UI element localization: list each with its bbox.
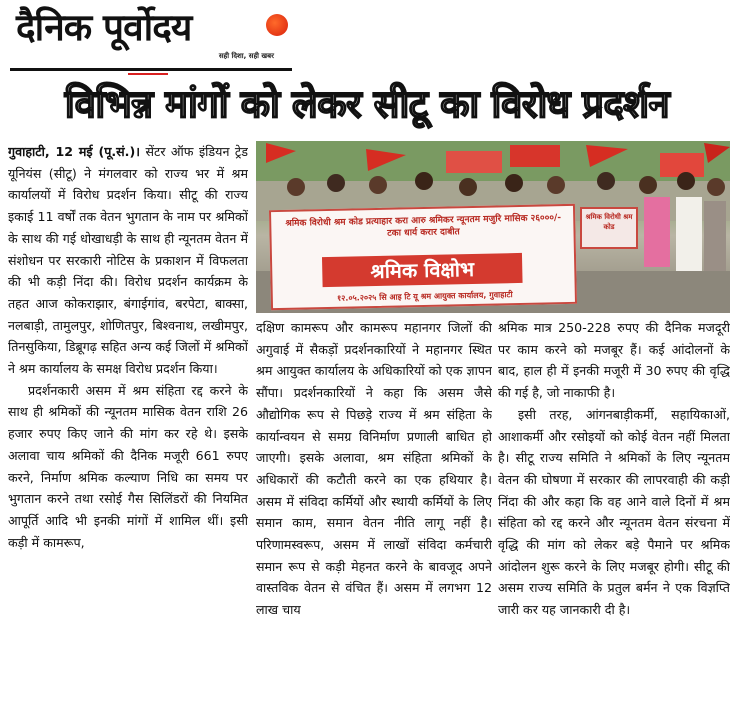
article-column-1 — [8, 141, 248, 727]
article-paragraph: इसी तरह, आंगनबाड़ीकर्मी, सहायिकाओं, आशाकर्मी और रसोइयों को कोई वेतन नहीं मिलता है। सीटू राज्य समिति ने श्रमिकों के लिए न्यूनतम वेतन की घोषणा में सरकार की लापरवाही की कड़ी निंदा की और कहा कि वह आने वाले दिनों में श्रम संहिता को रद्द करने और न्यूनतम वेतन संरचना में वृद्धि की मांग को लेकर बड़े पैमाने पर श्रमिक आंदोलन शुरू करने के लिए मजबूर होगी। सीटू की असम राज्य समिति के प्रतुल बर्मन ने एक विज्ञप्ति जारी कर यह जानकारी दी है। — [498, 406, 730, 618]
banner-main-text: श्रमिक विक्षोभ — [322, 253, 523, 287]
article-dateline: गुवाहाटी, 12 मई (पू.सं.)। — [8, 144, 140, 159]
masthead-rule — [10, 68, 292, 71]
article-paragraph: सेंटर ऑफ इंडियन ट्रेड यूनियंस (सीटू) ने मंगलवार को राज्य भर में श्रम कार्यालयों में विरोध प्रदर्शन किया। सीटू की राज्य इकाई 11 वर्षों तक वेतन भुगतान के नाम पर श्रमिकों के साथ की गई धोखाधड़ी के साथ ही न्यूनतम वेतन में संशोधन पर सरकारी नोटिस के प्रकाशन में विफलता की भी कड़ी निंदा की। विरोध प्रदर्शन कार्यक्रम के तहत आज कोकराझार, बंगाईगांव, बरपेटा, बाक्सा, नलबाड़ी, तामुलपुर, शोणितपुर, बिश्वनाथ, लखीमपुर, तिनसुकिया, डिब्रूगढ़ सहित अन्य कई जिलों में श्रमिकों ने श्रम कार्यालय के समक्ष विरोध प्रदर्शन किया। — [8, 144, 248, 377]
masthead-sun-icon — [266, 14, 288, 36]
article-column-3 — [498, 317, 730, 727]
article-paragraph: श्रमिक मात्र 250-228 रुपए की दैनिक मजदूरी पर काम करने को मजबूर हैं। कई आंदोलनों के बाद, हाल ही में इनकी मजूरी में 30 रुपए की वृद्धि की गई है, जो नाकाफी है। — [498, 320, 730, 401]
banner-top-text: श्रमिक विरोधी श्रम कोड प्रत्याहार करा आरु श्रमिकर न्यूनतम मजुरि मासिक २६०००/- टका धार्य करार दाबीत — [285, 213, 562, 239]
article-column-2 — [256, 317, 492, 727]
masthead-title: दैनिक पूर्वोदय — [16, 6, 192, 49]
protest-banner — [269, 204, 577, 310]
protest-placard: श्रमिक विरोधी श्रम कोड — [580, 207, 638, 249]
protest-photo — [256, 141, 730, 313]
banner-bottom-text: १२.०५.२०२५ सि आइ टि यू श्रम आयुक्त कार्यालय, गुवाहाटी — [336, 290, 513, 303]
masthead — [10, 4, 290, 74]
article-headline: विभिन्न मांगों को लेकर सीटू का विरोध प्रदर्शन — [64, 82, 670, 126]
article-paragraph: प्रदर्शनकारी असम में श्रम संहिता रद्द करने के साथ ही श्रमिकों की न्यूनतम मासिक वेतन राशि 26 हजार रुपए किए जाने की मांग कर रहे थे। इसके अलावा चाय श्रमिकों की दैनिक मजूरी 661 रुपए करने, निर्माण श्रमिक कल्याण निधि का समय पर भुगतान करने तथा रसोई गैस सिलिंडरों की नियमित आपूर्ति आदि भी इनकी मांगों में शामिल थीं। इसी कड़ी में कामरूप, — [8, 382, 248, 550]
masthead-tagline: सही दिशा, सही खबर — [218, 52, 274, 60]
article-paragraph: दक्षिण कामरूप और कामरूप महानगर जिलों की अगुवाई में सैकड़ों प्रदर्शनकारियों ने महानगर स्थित श्रम आयुक्त कार्यालय के अधिकारियों को एक ज्ञापन सौंपा। प्रदर्शनकारियों ने कहा कि असम जैसे औद्योगिक रूप से पिछड़े राज्य में श्रम संहिता के कार्यान्वयन से समग्र विनिर्माण प्रणाली बाधित हो जाएगी। इसके अलावा, श्रम संहिता श्रमिकों के अधिकारों की कटौती करने का एक हथियार है। असम में संविदा कर्मियों और स्थायी कर्मियों के लिए समान काम, समान वेतन नीति लागू नहीं है। परिणामस्वरूप, असम में लाखों संविदा कर्मचारी समान रूप से कड़ी मेहनत करने के बावजूद अपने वास्तविक वेतन से वंचित हैं। असम में लगभग 12 लाख चाय — [256, 320, 492, 618]
